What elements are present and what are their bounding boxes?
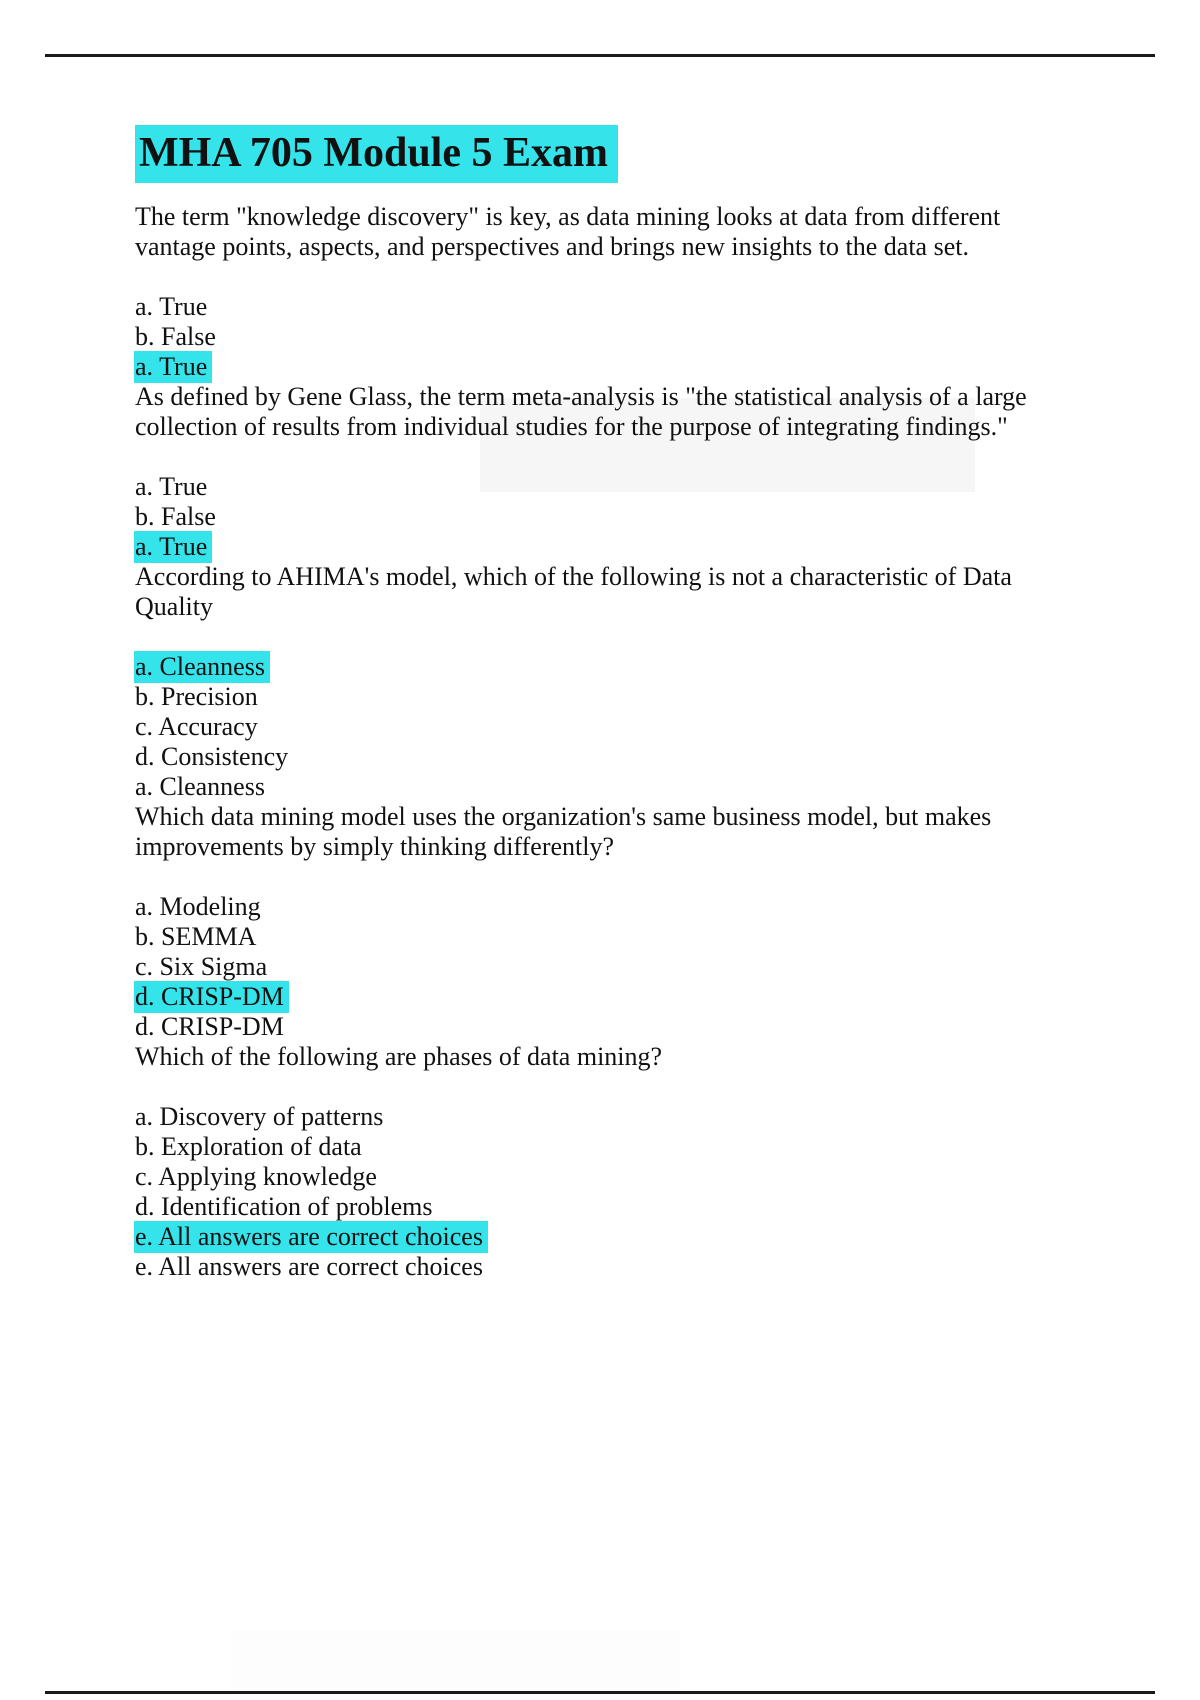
page-bottom-rule bbox=[45, 1691, 1155, 1694]
highlighted-answer: a. True bbox=[134, 531, 212, 563]
question-text: As defined by Gene Glass, the term meta-analysis is "the statistical analysis of a large collection of results from individual studies for the purpose of integrating findings." bbox=[135, 382, 1027, 442]
answer-option-line bbox=[135, 1012, 1070, 1042]
answer-option-line bbox=[135, 1252, 1070, 1282]
answer-option: a. Modeling bbox=[135, 892, 261, 922]
answer-option-line bbox=[135, 712, 1070, 742]
answer-option: b. SEMMA bbox=[135, 922, 257, 952]
answer-option-line bbox=[135, 502, 1070, 532]
answer-option: b. False bbox=[135, 322, 216, 352]
answer-option-line bbox=[135, 1132, 1070, 1162]
answer-option: b. Precision bbox=[135, 682, 258, 712]
highlighted-answer: e. All answers are correct choices bbox=[134, 1221, 488, 1253]
answer-option: a. True bbox=[135, 472, 208, 502]
answer-option-line bbox=[135, 892, 1070, 922]
answer-option: d. CRISP-DM bbox=[135, 1012, 284, 1042]
exam-content bbox=[135, 130, 1070, 1282]
highlighted-answer: d. CRISP-DM bbox=[134, 981, 289, 1013]
answer-option: d. Consistency bbox=[135, 742, 289, 772]
page-top-rule bbox=[45, 54, 1155, 57]
answer-option: e. All answers are correct choices bbox=[135, 1252, 483, 1282]
answer-option-line bbox=[135, 322, 1070, 352]
page-title: MHA 705 Module 5 Exam bbox=[135, 125, 618, 183]
question-text: The term "knowledge discovery" is key, as data mining looks at data from different vantage points, aspects, and perspectives and brings new insights to the data set. bbox=[135, 202, 1001, 262]
highlighted-answer-line bbox=[135, 652, 1070, 682]
questions-list bbox=[135, 202, 1070, 1282]
answer-option: b. False bbox=[135, 502, 216, 532]
answer-option-line bbox=[135, 1192, 1070, 1222]
answer-option-line bbox=[135, 1102, 1070, 1132]
highlighted-answer: a. Cleanness bbox=[134, 651, 270, 683]
answer-option: c. Six Sigma bbox=[135, 952, 268, 982]
answer-option-line bbox=[135, 292, 1070, 322]
answer-option: a. Discovery of patterns bbox=[135, 1102, 384, 1132]
answer-option-line bbox=[135, 922, 1070, 952]
question-text: According to AHIMA's model, which of the following is not a characteristic of Data Quality bbox=[135, 562, 1012, 622]
answer-option: a. Cleanness bbox=[135, 772, 265, 802]
highlighted-answer-line bbox=[135, 532, 1070, 562]
highlighted-answer-line bbox=[135, 352, 1070, 382]
question-text: Which data mining model uses the organization's same business model, but makes improvements by simply thinking differently? bbox=[135, 802, 992, 862]
answer-option-line bbox=[135, 1162, 1070, 1192]
answer-option-line bbox=[135, 472, 1070, 502]
answer-option-line bbox=[135, 952, 1070, 982]
highlighted-answer: a. True bbox=[134, 351, 212, 383]
highlighted-answer-line bbox=[135, 982, 1070, 1012]
answer-option-line bbox=[135, 742, 1070, 772]
answer-option: a. True bbox=[135, 292, 208, 322]
highlighted-answer-line bbox=[135, 1222, 1070, 1252]
answer-option: b. Exploration of data bbox=[135, 1132, 362, 1162]
answer-option: c. Accuracy bbox=[135, 712, 258, 742]
answer-option: c. Applying knowledge bbox=[135, 1162, 377, 1192]
answer-option: d. Identification of problems bbox=[135, 1192, 433, 1222]
scan-artifact bbox=[230, 1630, 680, 1690]
answer-option-line bbox=[135, 682, 1070, 712]
answer-option-line bbox=[135, 772, 1070, 802]
question-text: Which of the following are phases of data mining? bbox=[135, 1042, 663, 1072]
page-title-row bbox=[135, 130, 1070, 176]
